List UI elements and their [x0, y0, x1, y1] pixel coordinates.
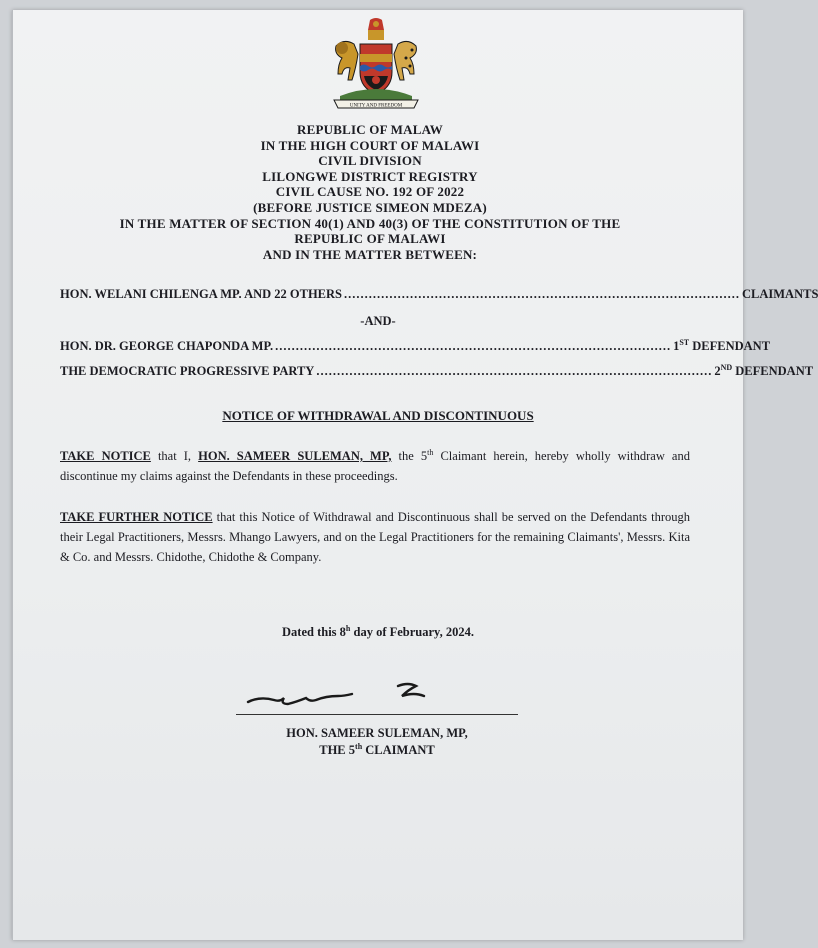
header-line: AND IN THE MATTER BETWEEN:	[262, 246, 478, 262]
take-notice-label: TAKE NOTICE	[60, 449, 151, 463]
header-line: CIVIL CAUSE NO. 192 OF 2022	[275, 184, 465, 200]
header-line: IN THE MATTER OF SECTION 40(1) AND 40(3) OF THE CONSTITUTION OF THE	[119, 215, 621, 231]
notice-paragraph-2: TAKE FURTHER NOTICE that this Notice of Withdrawal and Discontinuous shall be served on the Defendants through their Legal Practitioners, Messrs. Mhango Lawyers, and on the Legal Practitioners for the remaining Claimants', Messrs. Kita & Co. and Messrs. Chidothe, Chidothe & Company.	[60, 510, 690, 564]
defendant2-role: 2ND DEFENDANT	[714, 363, 814, 378]
leader-dots: ................................................................................................	[344, 287, 740, 301]
crest-motto: UNITY AND FREEDOM	[349, 103, 403, 109]
defendant2-name: THE DEMOCRATIC PROGRESSIVE PARTY	[60, 364, 315, 378]
notice-paragraph-1: TAKE NOTICE that I, HON. SAMEER SULEMAN, MP, the 5th Claimant herein, hereby wholly withdraw and discontinue my claims against the Defendants in these proceedings.	[60, 448, 690, 483]
notice-title: NOTICE OF WITHDRAWAL AND DISCONTINUOUS	[222, 408, 534, 423]
header-line: CIVIL DIVISION	[318, 153, 422, 169]
claimant-name: HON. WELANI CHILENGA MP. AND 22 OTHERS	[60, 287, 342, 301]
signer-title: THE 5th CLAIMANT	[319, 742, 435, 757]
header-line: REPUBLIC OF MALAWI	[294, 231, 446, 247]
leader-dots: ................................................................................................	[275, 339, 672, 353]
take-further-notice-label: TAKE FURTHER NOTICE	[60, 510, 213, 524]
signature-icon	[240, 672, 440, 712]
header-line: (BEFORE JUSTICE SIMEON MDEZA)	[253, 199, 487, 215]
dated-line: Dated this 8$^h$ day of February, 2024.	[282, 624, 474, 639]
coat-of-arms-icon	[316, 16, 436, 116]
claimant-name-inline: HON. SAMEER SULEMAN, MP,	[198, 449, 392, 463]
signer-name: HON. SAMEER SULEMAN, MP,	[286, 726, 468, 740]
claimant-row	[60, 287, 818, 302]
defendant1-row	[60, 338, 771, 354]
claimant-role: CLAIMANTS	[742, 287, 818, 301]
header-line: IN THE HIGH COURT OF MALAWI	[260, 137, 480, 153]
header-line: LILONGWE DISTRICT REGISTRY	[262, 168, 478, 184]
court-header	[40, 122, 700, 262]
defendant1-name: HON. DR. GEORGE CHAPONDA MP.	[60, 339, 274, 353]
header-line: REPUBLIC OF MALAW	[297, 122, 443, 137]
defendant1-role: 1ST DEFENDANT	[673, 338, 771, 353]
leader-dots: ................................................................................................	[316, 364, 713, 378]
signature-line	[236, 714, 518, 715]
defendant2-row	[60, 363, 814, 379]
party-separator: -AND-	[360, 314, 396, 328]
